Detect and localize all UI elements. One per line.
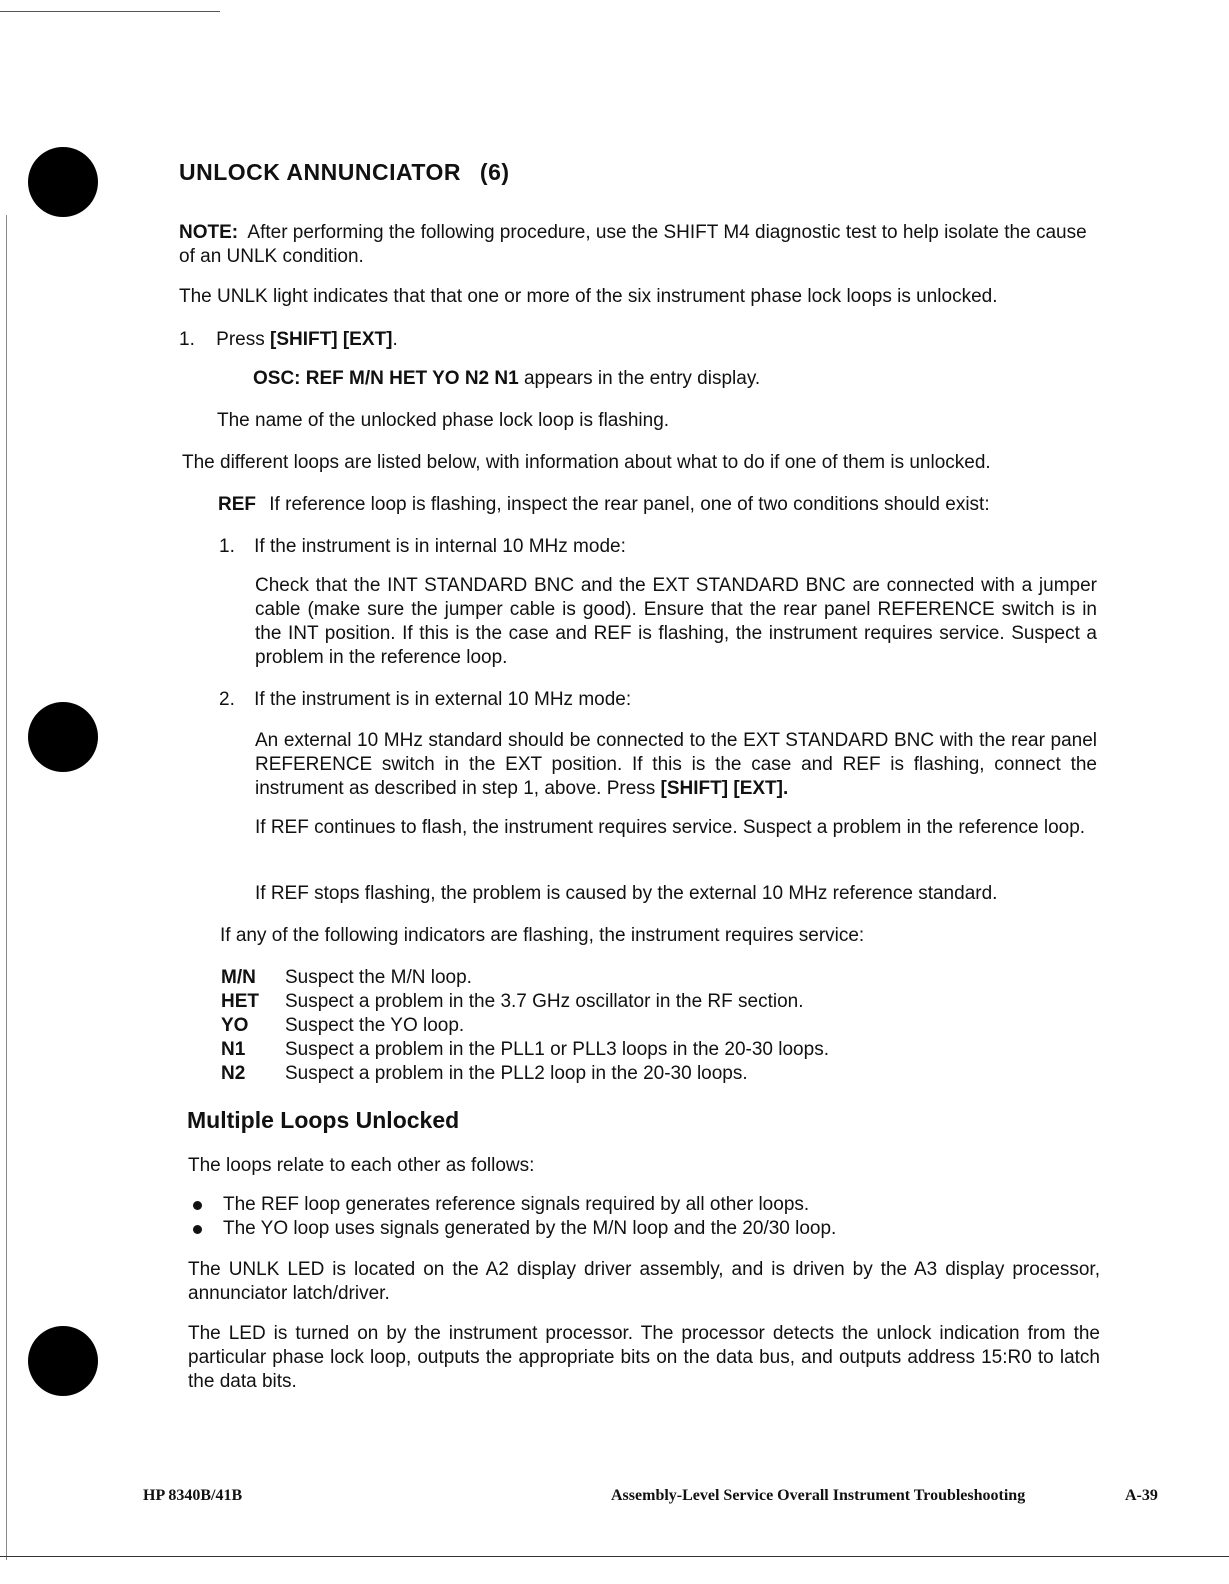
indicator-description: Suspect the M/N loop.: [285, 967, 472, 988]
ref-continues-paragraph: If REF continues to flash, the instrument requires service. Suspect a problem in the reference loop.: [255, 817, 1086, 838]
ref-label: REF: [218, 494, 256, 515]
indicator-description: Suspect a problem in the PLL2 loop in the 20-30 loops.: [285, 1063, 748, 1084]
bullet-text: The REF loop generates reference signals required by all other loops.: [223, 1194, 810, 1215]
indicator-term: HET: [221, 991, 259, 1012]
display-annunciators: OSC: REF M/N HET YO N2 N1: [253, 368, 519, 389]
step-keys: [SHIFT] [EXT]: [270, 329, 393, 350]
footer-model: HP 8340B/41B: [143, 1487, 243, 1504]
step-number: 1.: [179, 329, 195, 350]
bullet-dot: [193, 1201, 202, 1210]
condition-2-title: [219, 688, 919, 712]
note-text: After performing the following procedure, use the SHIFT M4 diagnostic test to help isolate the cause of an UNLK condition.: [179, 222, 1087, 267]
indicator-description: Suspect a problem in the 3.7 GHz oscillator in the RF section.: [285, 991, 804, 1012]
condition-1-title: [219, 535, 919, 559]
step-1: [179, 328, 979, 352]
ref-text: If reference loop is flashing, inspect the rear panel, one of two conditions should exist:: [269, 494, 990, 515]
entry-display-line: [253, 367, 1053, 391]
left-margin-rule: [6, 215, 7, 1560]
condition-text: If the instrument is in internal 10 MHz mode:: [254, 536, 626, 557]
condition-number: 1.: [219, 536, 235, 557]
indicator-description: Suspect the YO loop.: [285, 1015, 465, 1036]
condition-text: If the instrument is in external 10 MHz mode:: [254, 689, 632, 710]
led-processor-paragraph: The LED is turned on by the instrument processor. The processor detects the unlock indication from the particular phase lock loop, outputs the appropriate bits on the data bus, and outputs address 15:R0 to latch the data bits.: [188, 1323, 1100, 1392]
footer-section: Assembly-Level Service Overall Instrument Troubleshooting: [611, 1487, 1026, 1504]
footer-page-number: A-39: [1125, 1487, 1158, 1504]
section-heading: [179, 160, 510, 184]
bullet-dot: [193, 1225, 202, 1234]
loops-intro: The different loops are listed below, with information about what to do if one of them is unlocked.: [182, 452, 991, 473]
led-location-paragraph: The UNLK LED is located on the A2 display driver assembly, and is driven by the A3 display processor, annunciator latch/driver.: [188, 1259, 1100, 1304]
note-label: NOTE:: [179, 222, 239, 243]
bullet-text: The YO loop uses signals generated by the M/N loop and the 20/30 loop.: [223, 1218, 837, 1239]
binder-hole-middle: [28, 702, 98, 772]
section-number: (6): [479, 159, 510, 185]
note-paragraph: [179, 221, 1099, 269]
binder-hole-bottom: [28, 1326, 98, 1396]
multiple-intro: The loops relate to each other as follows:: [188, 1155, 535, 1176]
ref-stops-paragraph: If REF stops flashing, the problem is caused by the external 10 MHz reference standard.: [255, 883, 998, 904]
indicator-description: Suspect a problem in the PLL1 or PLL3 loops in the 20-30 loops.: [285, 1039, 829, 1060]
indicator-term: YO: [221, 1015, 249, 1036]
indicator-term: N1: [221, 1039, 246, 1060]
ref-paragraph: [218, 493, 1098, 517]
section-title: UNLOCK ANNUNCIATOR: [179, 159, 462, 185]
flashing-note: The name of the unlocked phase lock loop is flashing.: [217, 410, 670, 431]
display-text: appears in the entry display.: [523, 368, 761, 389]
condition-1-body: Check that the INT STANDARD BNC and the EXT STANDARD BNC are connected with a jumper cable (make sure the jumper cable is good). Ensure that the rear panel REFERENCE switch is in the INT position. If this is the case and REF is flashing, the instrument requires service. Suspect a problem in the reference loop.: [255, 575, 1097, 668]
bottom-rule: [0, 1556, 1229, 1557]
subsection-heading: Multiple Loops Unlocked: [187, 1107, 460, 1133]
condition-2-text: An external 10 MHz standard should be connected to the EXT STANDARD BNC with the rear panel REFERENCE switch in the EXT position. If this is the case and REF is flashing, connect the instrument as described in step 1, above. Press: [255, 730, 1097, 799]
indicator-term: N2: [221, 1063, 246, 1084]
indicators-intro: If any of the following indicators are flashing, the instrument requires service:: [220, 925, 865, 946]
binder-hole-top: [28, 147, 98, 217]
condition-number: 2.: [219, 689, 235, 710]
step-end: .: [392, 329, 398, 350]
indicator-term: M/N: [221, 967, 256, 988]
intro-paragraph: The UNLK light indicates that that one or more of the six instrument phase lock loops is unlocked.: [179, 286, 998, 307]
condition-2-body: [255, 729, 1097, 801]
condition-2-keys: [SHIFT] [EXT].: [660, 778, 789, 799]
top-rule: [0, 11, 220, 12]
step-text: Press: [216, 329, 265, 350]
